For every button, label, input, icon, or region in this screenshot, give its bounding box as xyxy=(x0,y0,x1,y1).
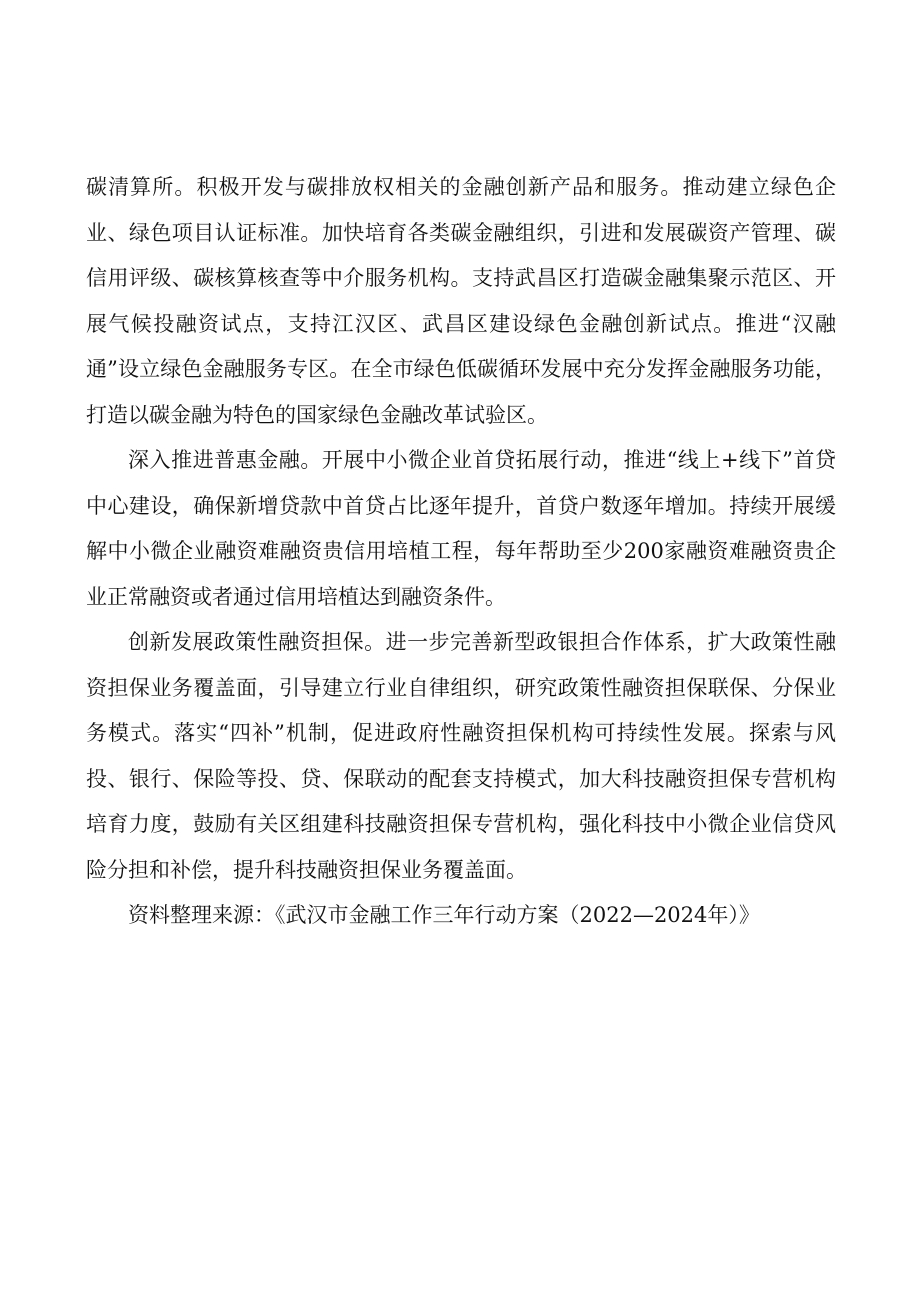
paragraph-financing-guarantee: 创新发展政策性融资担保。进一步完善新型政银担合作体系，扩大政策性融资担保业务覆盖面，引导建立行业自律组织，研究政策性融资担保联保、分保业务模式。落实“四补”机制，促进政府性融资担保机构可持续性发展。探索与风投、银行、保险等投、贷、保联动的配套支持模式，加大科技融资担保专营机构培育力度，鼓励有关区组建科技融资担保专营机构，强化科技中小微企业信贷风险分担和补偿，提升科技融资担保业务覆盖面。 xyxy=(86,630,836,882)
paragraph-green-finance: 碳清算所。积极开发与碳排放权相关的金融创新产品和服务。推动建立绿色企业、绿色项目认证标准。加快培育各类碳金融组织，引进和发展碳资产管理、碳信用评级、碳核算核查等中介服务机构。支持武昌区打造碳金融集聚示范区、开展气候投融资试点，支持江汉区、武昌区建设绿色金融创新试点。推进“汉融通”设立绿色金融服务专区。在全市绿色低碳循环发展中充分发挥金融服务功能，打造以碳金融为特色的国家绿色金融改革试验区。 xyxy=(86,175,836,427)
document-body xyxy=(86,165,836,939)
source-citation: 资料整理来源：《武汉市金融工作三年行动方案（2022—2024年）》 xyxy=(128,903,760,927)
paragraph-inclusive-finance: 深入推进普惠金融。开展中小微企业首贷拓展行动，推进“线上+线下”首贷中心建设，确保新增贷款中首贷占比逐年提升，首贷户数逐年增加。持续开展缓解中小微企业融资难融资贵信用培植工程，每年帮助至少200家融资难融资贵企业正常融资或者通过信用培植达到融资条件。 xyxy=(86,448,836,609)
